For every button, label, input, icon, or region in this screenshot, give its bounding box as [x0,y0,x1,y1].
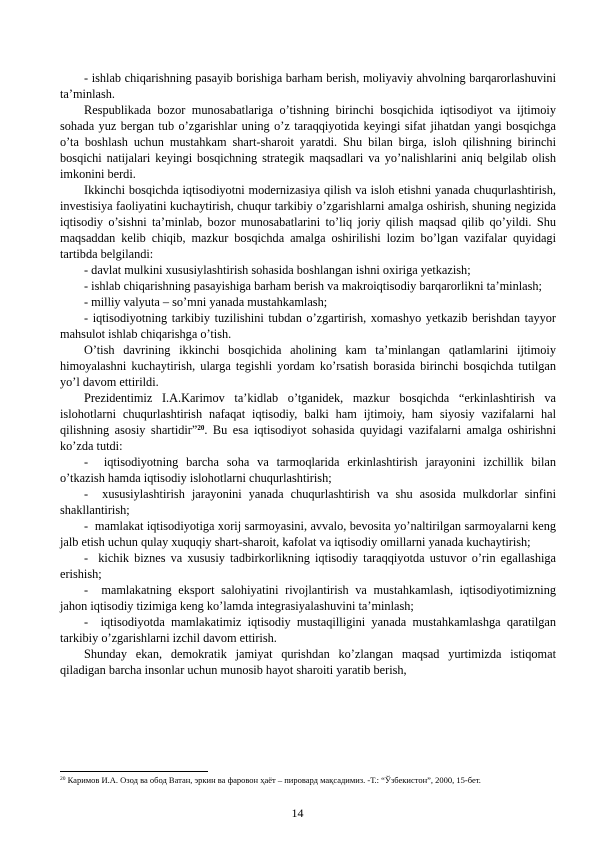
paragraph-list-item: - davlat mulkini xususiylashtirish sohasida boshlangan ishni oxiriga yetkazish; [84,263,471,277]
quote-tail-text: . Bu esa iqtisodiyot sohasida quyidagi vazifalarni amalga oshirishni ko’zda tutdi: [60,423,556,453]
body-text [60,70,556,678]
footnote-number: 20 [60,776,66,782]
footnote-divider [60,771,208,772]
paragraph-list-item: - ishlab chiqarishning pasayib borishiga barham berish, moliyaviy ahvolning barqarorlashuvini ta’minlash. [60,71,556,101]
footnote-reference[interactable]: 20 [197,424,205,432]
paragraph: Respublikada bozor munosabatlariga o’tishning birinchi bosqichida iqtisodiyot va ijtimoiy sohada yuz bergan tub o’zgarishlar uning o’z taraqqiyotida keyingi sifat jihatdan yangi bosqichga o’ta boshlash uchun mustahkam shart-sharoit yaratdi. Shu bilan birga, isloh qilishning birinchi bosqichi natijalari keyingi bosqichning strategik maqsadlari va yo’nalishlarini aniq belgilab olish imkonini berdi. [60,103,556,181]
paragraph: O’tish davrining ikkinchi bosqichida aholining kam ta’minlangan qatlamlarini ijtimoiy himoyalashni kuchaytirish, ularga tegishli yordam ko’rsatish borasida birinchi bosqichda tutilgan yo’l davom ettirildi. [60,343,556,389]
page-number: 14 [291,806,304,820]
paragraph-list-item: - mamlakatning eksport salohiyatini rivojlantirish va mustahkamlash, iqtisodiyotimizning jahon iqtisodiy tizimiga keng ko’lamda integrasiyalashuvini ta’minlash; [60,583,556,613]
paragraph-list-item: - iqtisodiyotning tarkibiy tuzilishini tubdan o’zgartirish, xomashyo yetkazib berishdan tayyor mahsulot ishlab chiqarishga o’tish. [60,311,556,341]
paragraph-list-item: - kichik biznes va xususiy tadbirkorlikning iqtisodiy taraqqiyotda ustuvor o’rin egallashiga erishish; [60,551,556,581]
paragraph-list-item: - milliy valyuta – so’mni yanada mustahkamlash; [84,295,328,309]
paragraph-list-item: - iqtisodiyotning barcha soha va tarmoqlarida erkinlashtirish jarayonini izchillik bilan o’tkazish hamda iqtisodiy islohotlarni chuqurlashtirish; [60,455,556,485]
paragraph-quote [60,390,556,454]
paragraph-list-item: - iqtisodiyotda mamlakatimiz iqtisodiy mustaqilligini yanada mustahkamlashga qaratilgan tarkibiy o’zgarishlarni izchil davom ettirish. [60,615,556,645]
footnote [60,775,556,786]
paragraph: Ikkinchi bosqichda iqtisodiyotni modernizasiya qilish va isloh etishni yanada chuqurlashtirish, investisiya faoliyatini kuchaytirish, chuqur tarkibiy o’zgarishlarni amalga oshirish, shuning negizida iqtisodiy o’sishni ta’minlab, bozor munosabatlarini to’liq joriy qilish maqsad qilib qo’yildi. Shu maqsaddan kelib chiqib, mazkur bosqichda amalga oshirilishi lozim bo’lgan vazifalar quyidagi tartibda belgilandi: [60,183,556,261]
quote-text: Prezidentimiz I.A.Karimov ta’kidlab o’tganidek, mazkur bosqichda “erkinlashtirish va islohotlarni chuqurlashtirish nafaqat iqtisodiy, balki ham ijtimoiy, ham siyosiy vazifalarni hal qilishning asosiy shartidir” [60,391,556,437]
footnote-text: Каримов И.А. Озод ва обод Ватан, эркин ва фаровон ҳаёт – пировард мақсадимиз. -Т.: “Ўзбекистон”, 2000, 15-бет. [65,775,481,785]
paragraph-list-item: - xususiylashtirish jarayonini yanada chuqurlashtirish va shu asosida mulkdorlar sinfini shakllantirish; [60,487,556,517]
paragraph: Shunday ekan, demokratik jamiyat qurishdan ko’zlangan maqsad yurtimizda istiqomat qiladigan barcha insonlar uchun munosib hayot sharoiti yaratib berish, [60,647,556,677]
paragraph-list-item: - mamlakat iqtisodiyotiga xorij sarmoyasini, avvalo, bevosita yo’naltirilgan sarmoyalarni keng jalb etish uchun qulay xuquqiy shart-sharoit, kafolat va iqtisodiy omillarni yanada kuchaytirish; [60,519,556,549]
paragraph-list-item: - ishlab chiqarishning pasayishiga barham berish va makroiqtisodiy barqarorlikni ta’minlash; [84,279,542,293]
